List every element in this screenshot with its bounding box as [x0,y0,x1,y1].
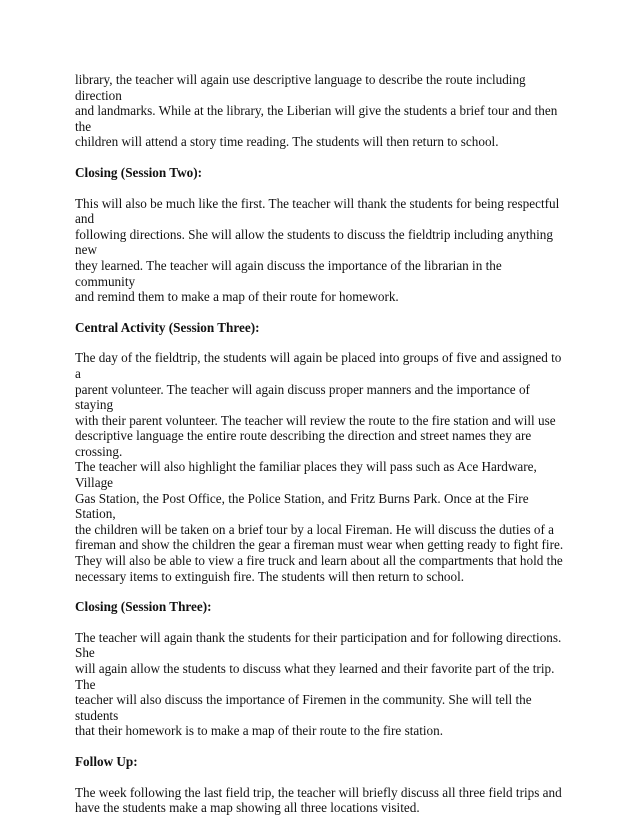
library-route-paragraph: library, the teacher will again use descriptive language to describe the route including direction and landmarks. While at the library, the Liberian will give the students a brief tour and then the children will attend a story time reading. The students will then return to school. [75,72,558,150]
follow-up-paragraph: The week following the last field trip, the teacher will briefly discuss all three field trips and have the students make a map showing all three locations visited. [75,784,562,816]
closing-session-two-paragraph: This will also be much like the first. The teacher will thank the students for being respectful and following directions. She will allow the students to discuss the fieldtrip including anything new they learned. The teacher will again discuss the importance of the librarian in the community and remind them to make a map of their route for homework. [75,195,560,305]
follow-up-heading: Follow Up: [75,753,138,769]
closing-session-two-heading: Closing (Session Two): [75,164,203,180]
central-activity-session-three-paragraph: The day of the fieldtrip, the students will again be placed into groups of five and assigned to a parent volunteer. The teacher will again discuss proper manners and the importance of staying with their parent volunteer. The teacher will review the route to the fire station and will use descriptive language the entire route describing the direction and street names they are crossing. The teacher will also highlight the familiar places they will pass such as Ace Hardware, Village Gas Station, the Post Office, the Police Station, and Fritz Burns Park. Once at the Fire Station, the children will be taken on a brief tour by a local Fireman. He will discuss the duties of a fireman and show the children the gear a fireman must wear when getting ready to fight fire. They will also be able to view a fire truck and learn about all the compartments that hold the necessary items to extinguish fire. The students will then return to school. [75,350,564,584]
document-page [75,72,565,831]
closing-session-three-heading: Closing (Session Three): [75,599,212,615]
closing-session-three-paragraph: The teacher will again thank the students for their participation and for following directions. She will again allow the students to discuss what they learned and their favorite part of the trip. The teacher will also discuss the importance of Firemen in the community. She will tell the students that their homework is to make a map of their route to the fire station. [75,629,562,739]
central-activity-session-three-heading: Central Activity (Session Three): [75,319,260,335]
